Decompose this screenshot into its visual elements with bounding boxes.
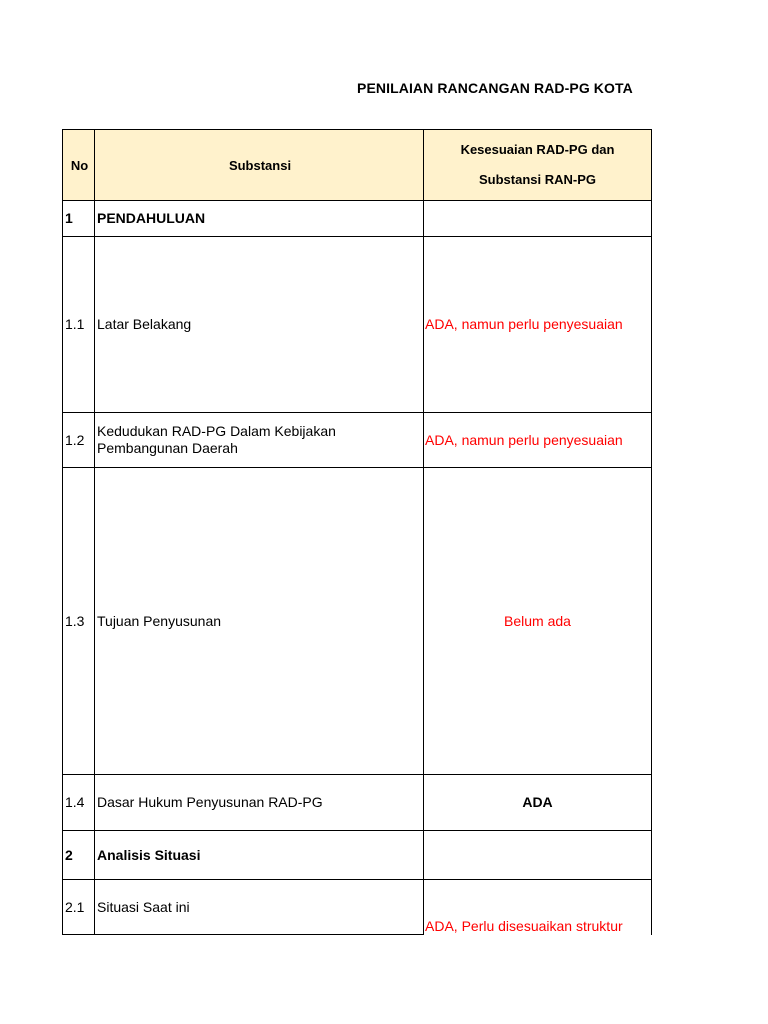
row-no: 2.1	[63, 880, 95, 935]
row-kesesuaian: ADA, namun perlu penyesuaian	[424, 237, 652, 413]
row-kesesuaian-text: ADA, Perlu disesuaikan struktur	[425, 918, 623, 934]
table-row	[63, 237, 652, 413]
table-row	[63, 468, 652, 775]
row-substansi	[95, 413, 424, 468]
table-row	[63, 201, 652, 237]
row-substansi: Dasar Hukum Penyusunan RAD-PG	[95, 775, 424, 831]
row-substansi: Tujuan Penyusunan	[95, 468, 424, 775]
row-kesesuaian: ADA, namun perlu penyesuaian	[424, 413, 652, 468]
table-row	[63, 880, 652, 935]
row-substansi: Situasi Saat ini	[95, 880, 424, 935]
header-kesesuaian-line1: Kesesuaian RAD-PG dan	[460, 142, 615, 157]
table-row	[63, 775, 652, 831]
table-header-row	[63, 130, 652, 201]
row-no: 1	[63, 201, 95, 237]
row-no: 1.2	[63, 413, 95, 468]
row-no: 1.4	[63, 775, 95, 831]
row-kesesuaian: Belum ada	[424, 468, 652, 775]
row-substansi-line1: Kedudukan RAD-PG Dalam Kebijakan	[97, 423, 336, 439]
row-kesesuaian	[424, 201, 652, 237]
row-no: 1.3	[63, 468, 95, 775]
header-kesesuaian	[424, 130, 652, 201]
row-substansi: Analisis Situasi	[95, 831, 424, 880]
header-substansi: Substansi	[95, 130, 424, 201]
row-no: 2	[63, 831, 95, 880]
row-kesesuaian	[424, 880, 652, 935]
table-row	[63, 413, 652, 468]
row-kesesuaian: ADA	[424, 775, 652, 831]
row-substansi: Latar Belakang	[95, 237, 424, 413]
header-no: No	[63, 130, 95, 201]
row-substansi: PENDAHULUAN	[95, 201, 424, 237]
header-kesesuaian-line2: Substansi RAN-PG	[478, 172, 596, 187]
row-substansi-line2: Pembangunan Daerah	[97, 440, 238, 456]
row-no: 1.1	[63, 237, 95, 413]
page-title: PENILAIAN RANCANGAN RAD-PG KOTA	[357, 80, 633, 96]
assessment-table	[62, 129, 652, 935]
row-kesesuaian	[424, 831, 652, 880]
table-row	[63, 831, 652, 880]
